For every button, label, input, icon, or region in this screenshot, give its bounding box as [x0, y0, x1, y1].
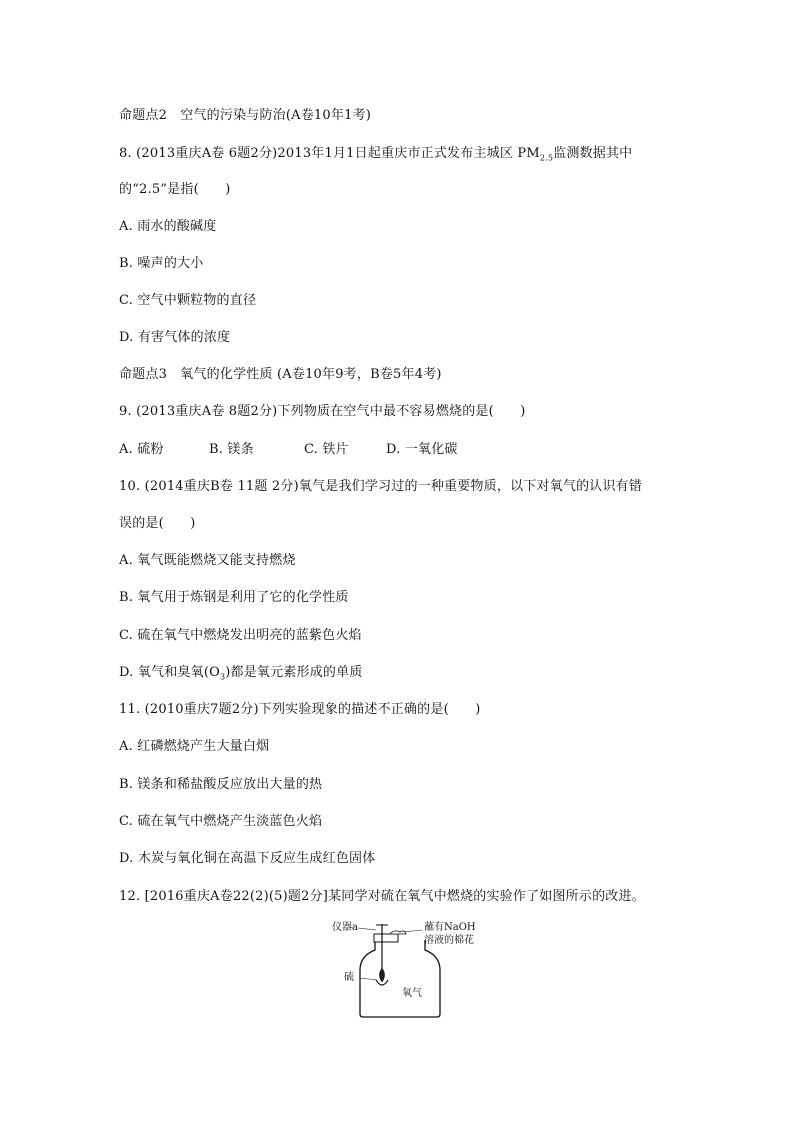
label-oxygen: 氧气	[402, 988, 422, 999]
q8-option-c: C. 空气中颗粒物的直径	[119, 293, 257, 308]
q11-option-b: B. 镁条和稀盐酸反应放出大量的热	[119, 777, 323, 792]
q11-option-a: A. 红磷燃烧产生大量白烟	[119, 739, 270, 754]
bottle-stopper	[374, 934, 398, 942]
label-cotton-1: 蘸有NaOH	[424, 922, 476, 933]
q9-option-a: A. 硫粉	[119, 442, 164, 457]
leader-instrument	[358, 928, 376, 930]
q8-option-d: D. 有害气体的浓度	[119, 330, 231, 345]
question-8-stem-line-2: 的“2.5”是指( )	[119, 182, 231, 197]
q8-subscript: 2.5	[539, 153, 554, 163]
question-12-stem: 12. [2016重庆A卷22(2)(5)题2分]某同学对硫在氧气中燃烧的实验作了如图所示的改进。	[119, 889, 645, 904]
leader-sulfur	[360, 978, 377, 980]
label-instrument: 仪器a	[332, 922, 358, 933]
question-10-stem-line-2: 误的是( )	[119, 516, 196, 531]
question-11-stem: 11. (2010重庆7题2分)下列实验现象的描述不正确的是( )	[119, 702, 481, 717]
q10-d-subscript: 3	[219, 672, 226, 682]
q10-option-b: B. 氧气用于炼钢是利用了它的化学性质	[119, 590, 349, 605]
q10-option-d	[119, 664, 363, 687]
q10-d-text-a: D. 氧气和臭氧(O	[119, 665, 220, 680]
bottle-outline	[360, 940, 440, 1017]
label-sulfur: 硫	[344, 972, 354, 983]
question-9-stem: 9. (2013重庆A卷 8题2分)下列物质在空气中最不容易燃烧的是( )	[119, 404, 526, 419]
q11-option-c: C. 硫在氧气中燃烧产生淡蓝色火焰	[119, 814, 323, 829]
q11-option-d: D. 木炭与氧化铜在高温下反应生成红色固体	[119, 851, 376, 866]
q8-text-a: 8. (2013重庆A卷 6题2分)2013年1月1日起重庆市正式发布主城区 PM	[119, 146, 540, 161]
q9-option-c: C. 铁片	[304, 442, 349, 457]
gas-bottle-diagram	[330, 920, 476, 1020]
q9-options-row	[119, 441, 458, 459]
q10-option-c: C. 硫在氧气中燃烧发出明亮的蓝紫色火焰	[119, 628, 362, 643]
q9-option-d: D. 一氧化碳	[386, 442, 458, 457]
q8-text-b: 监测数据其中	[553, 146, 633, 161]
flame	[380, 968, 385, 982]
section-3-heading: 命题点3 氧气的化学性质 (A卷10年9考，B卷5年4考)	[119, 367, 442, 382]
label-cotton-2: 溶液的棉花	[424, 935, 474, 946]
question-10-stem-line-1: 10. (2014重庆B卷 11题 2分)氧气是我们学习过的一种重要物质，以下对氧气的认识有错	[119, 479, 643, 494]
q9-option-b: B. 镁条	[209, 442, 254, 457]
question-8-stem-line-1	[119, 145, 632, 168]
q10-d-text-b: )都是氧元素形成的单质	[225, 665, 363, 680]
section-2-heading: 命题点2 空气的污染与防治(A卷10年1考)	[119, 108, 372, 123]
leader-cotton	[404, 930, 422, 932]
q10-option-a: A. 氧气既能燃烧又能支持燃烧	[119, 553, 296, 568]
experiment-figure	[330, 920, 476, 1020]
q8-option-b: B. 噪声的大小	[119, 256, 204, 271]
q8-option-a: A. 雨水的酸碱度	[119, 219, 217, 234]
cotton-wad	[390, 931, 406, 934]
